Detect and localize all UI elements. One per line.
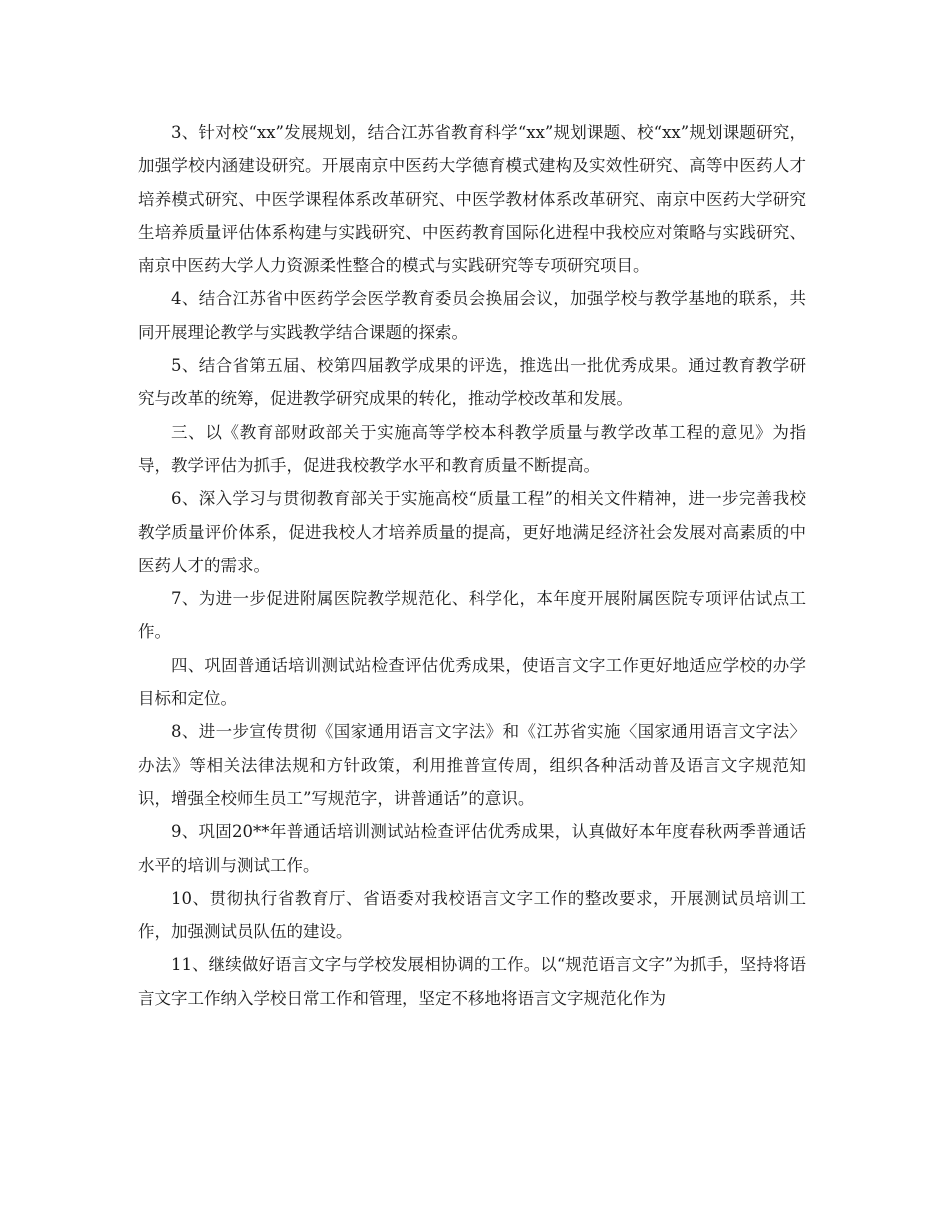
paragraph-item-3: 3、针对校“xx”发展规划，结合江苏省教育科学“xx”规划课题、校“xx”规划课题研究，加强学校内涵建设研究。开展南京中医药大学德育模式建构及实效性研究、高等中医药人才培养模式研究、中医学课程体系改革研究、中医学教材体系改革研究、南京中医药大学研究生培养质量评估体系构建与实践研究、中医药教育国际化进程中我校应对策略与实践研究、南京中医药大学人力资源柔性整合的模式与实践研究等专项研究项目。	[138, 123, 806, 276]
paragraph-item-10: 10、贯彻执行省教育厅、省语委对我校语言文字工作的整改要求，开展测试员培训工作，加强测试员队伍的建设。	[138, 888, 806, 942]
section-heading-4: 四、巩固普通话培训测试站检查评估优秀成果，使语言文字工作更好地适应学校的办学目标和定位。	[138, 655, 806, 709]
section-heading-3: 三、以《教育部财政部关于实施高等学校本科教学质量与教学改革工程的意见》为指导，教学评估为抓手，促进我校教学水平和教育质量不断提高。	[138, 422, 806, 475]
paragraph-item-9: 9、巩固20**年普通话培训测试站检查评估优秀成果，认真做好本年度春秋两季普通话水平的培训与测试工作。	[138, 822, 806, 875]
paragraph-item-8: 8、进一步宣传贯彻《国家通用语言文字法》和《江苏省实施〈国家通用语言文字法〉办法》等相关法律法规和方针政策，利用推普宣传周，组织各种活动普及语言文字规范知识，增强全校师生员工”写规范字，讲普通话”的意识。	[138, 722, 806, 808]
paragraph-item-7: 7、为进一步促进附属医院教学规范化、科学化，本年度开展附属医院专项评估试点工作。	[138, 589, 806, 642]
paragraph-item-11: 11、继续做好语言文字与学校发展相协调的工作。以“规范语言文字”为抓手，坚持将语言文字工作纳入学校日常工作和管理，坚定不移地将语言文字规范化作为	[138, 955, 806, 1008]
paragraph-item-4: 4、结合江苏省中医药学会医学教育委员会换届会议，加强学校与教学基地的联系，共同开展理论教学与实践教学结合课题的探索。	[138, 289, 806, 342]
paragraph-item-5: 5、结合省第五届、校第四届教学成果的评选，推选出一批优秀成果。通过教育教学研究与改革的统筹，促进教学研究成果的转化，推动学校改革和发展。	[138, 356, 806, 409]
paragraph-item-6: 6、深入学习与贯彻教育部关于实施高校“质量工程”的相关文件精神，进一步完善我校教学质量评价体系，促进我校人才培养质量的提高，更好地满足经济社会发展对高素质的中医药人才的需求。	[138, 489, 806, 575]
document-body	[138, 116, 806, 1015]
